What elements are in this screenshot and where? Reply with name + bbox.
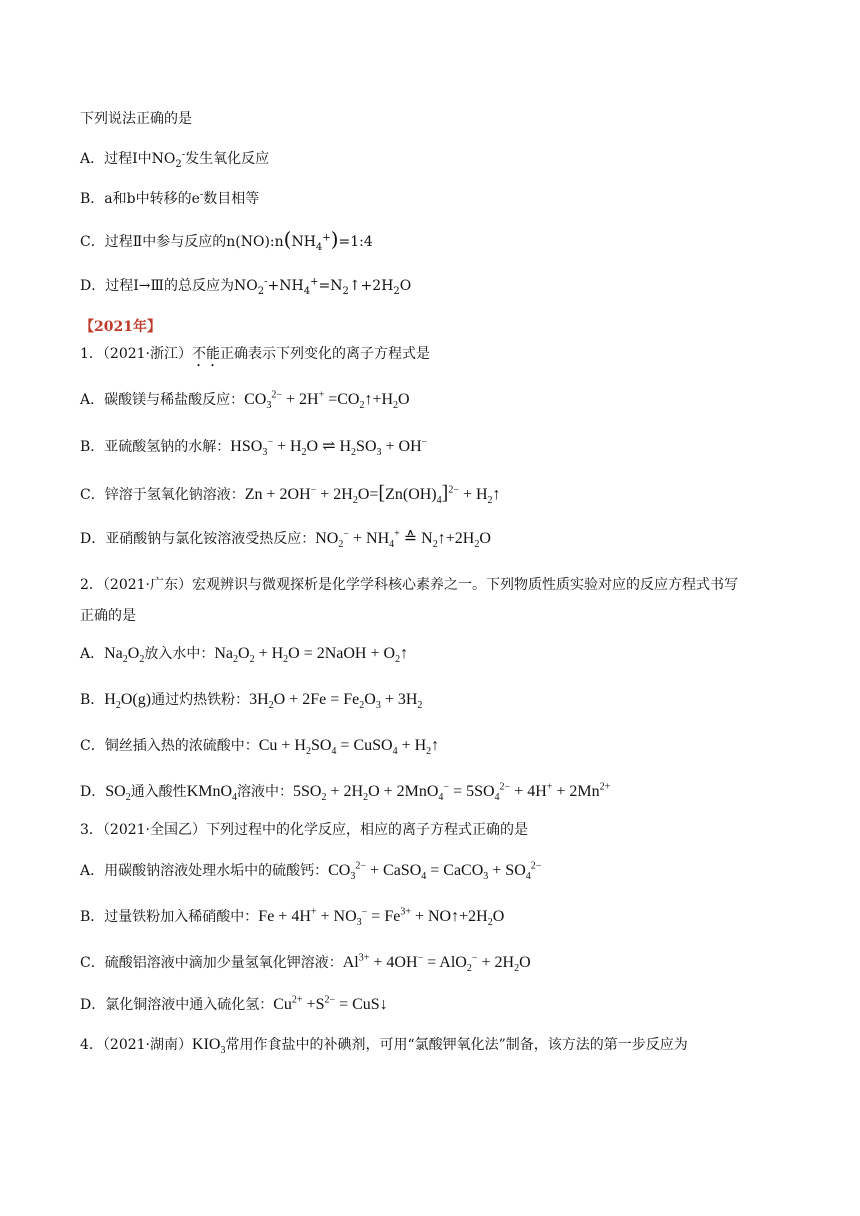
q2-option-b: B．$H_2O(g)$通过灼热铁粉：$3H_2O + 2Fe = Fe_2O_3 + 3H_2$ [80,691,423,712]
q2-option-a: A．$Na_2O_2$放入水中：$Na_2O_2 + H_2O$ = 2NaOH + $O_2↑$ [80,645,409,666]
year-header: 【2021年】 [80,319,161,335]
question-2-stem: 2．（2021·广东）宏观辨识与微观探析是化学学科核心素养之一。下列物质性质实验对应的反应方程式书写 [80,577,739,593]
q1-option-d: D．亚硝酸钠与氯化铵溶液受热反应：$NO_2^- + NH_4^+$ ≙ $N_2↑+2H_2O$ [80,528,491,551]
q3-option-a: A．用碳酸钠溶液处理水垢中的硫酸钙：$CO_3^{2-}$ + CaSO$_4$ = CaCO$_3$ + $SO_4^{2-}$ [80,860,542,883]
option-a: A．过程Ⅰ中$NO_2^-$发生氧化反应 [80,149,270,170]
q3-option-c: C．硫酸铝溶液中滴加少量氢氧化钾溶液：$Al^{3+} + 4OH^- = AlO_2^- + 2H_2O$ [80,952,531,975]
q3-option-b: B．过量铁粉加入稀硝酸中：$Fe + 4H^+ + NO_3^- = Fe^{3+}$ + $NO↑+2H_2O$ [80,906,505,929]
q2-option-c: C．铜丝插入热的浓硫酸中：$Cu + H_2SO_4$ = CuSO$_4$ + $H_2↑$ [80,737,440,758]
question-3-stem: 3．（2021·全国乙）下列过程中的化学反应，相应的离子方程式正确的是 [80,822,529,838]
q3-option-d: D．氯化铜溶液中通入硫化氢：$Cu^{2+} +S^{2-}$ = CuS↓ [80,994,388,1013]
option-b: B．a和b中转移的e-数目相等 [80,189,260,207]
option-d: D．过程Ⅰ→Ⅲ的总反应为$NO_2^-+NH_4^+=N_2↑+2H_2O$ [80,276,412,297]
question-4-stem: 4．（2021·湖南）$KIO_3$常用作食盐中的补碘剂，可用“氯酸钾氧化法”制备，该方法的第一步反应为 [80,1036,688,1057]
question-1-stem: 1．（2021·浙江）不能正确表示下列变化的离子方程式是 [80,346,431,362]
q1-option-b: B．亚硫酸氢钠的水解：$HSO_3^- + H_2O$ ⇌ $H_2SO_3 + OH^-$ [80,436,428,459]
question-stem: 下列说法正确的是 [80,111,192,127]
q1-option-a: A．碳酸镁与稀盐酸反应：$CO_3^{2-} + 2H^+$ $=CO_2↑+H_2O$ [80,389,410,412]
q1-option-c: C．锌溶于氢氧化钠溶液：$Zn + 2OH^- + 2H_2O=[Zn(OH)_4]^{2-}$ + $H_2↑$ [80,482,501,507]
question-2-stem-cont: 正确的是 [80,608,136,624]
q2-option-d: D．$SO_2$通入酸性KMnO$_4$溶液中：$5SO_2 + 2H_2O + 2MnO_4^- = 5SO_4^{2-} + 4H^+ + 2Mn^{2+}$ [80,781,611,804]
option-c: C．过程Ⅱ中参与反应的$n(NO):n(NH_4^+)=1:4$ [80,227,373,253]
